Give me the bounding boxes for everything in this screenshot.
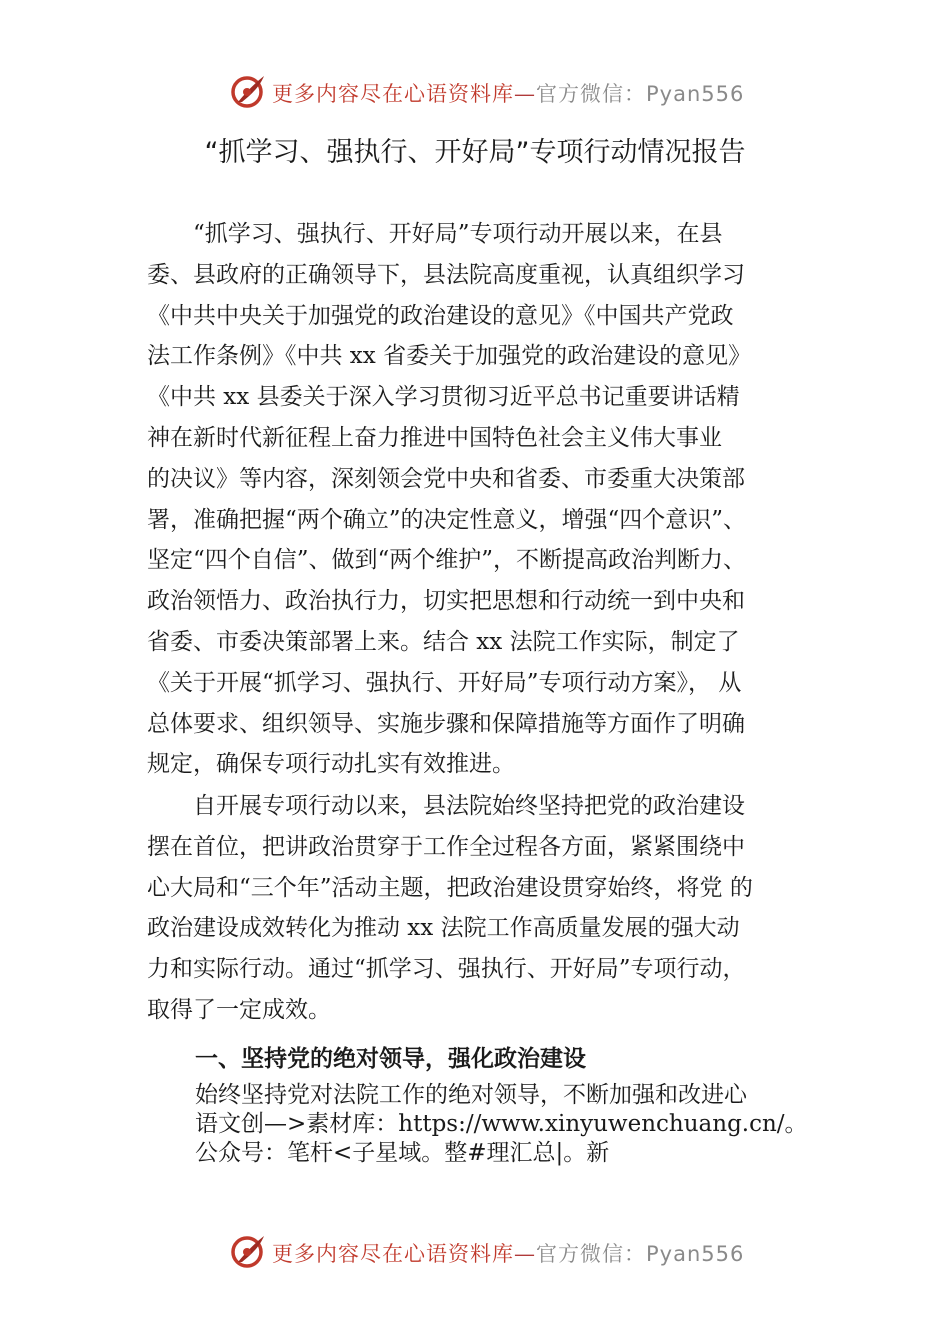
watermark-wechat: 官方微信：Pyan556 (536, 82, 745, 106)
watermark-wechat: 官方微信：Pyan556 (536, 1242, 745, 1266)
paragraph-progress (147, 786, 837, 1031)
paragraph-line: 规定，确保专项行动扎实有效推进。 (147, 751, 515, 778)
section-body (195, 1081, 825, 1168)
paragraph-line: 《关于开展“抓学习、强执行、开好局”专项行动方案》， 从 (147, 669, 742, 696)
paragraph-line: 委、县政府的正确领导下，县法院高度重视，认真组织学习 (147, 261, 745, 288)
paragraph-line: 《中共中央关于加强党的政治建设的意见》《中国共产党政 (147, 302, 734, 329)
paragraph-line: 摆在首位，把讲政治贯穿于工作全过程各方面，紧紧围绕中 (147, 833, 745, 860)
section-line: 语文创—>素材库：https://www.xinyuwenchuang.cn/。 (195, 1111, 808, 1137)
paragraph-line: 取得了一定成效。 (147, 996, 331, 1023)
watermark-dash: — (514, 1242, 536, 1266)
paragraph-line: “抓学习、强执行、开好局”专项行动开展以来，在县 (193, 221, 723, 247)
document-title: “抓学习、强执行、开好局”专项行动情况报告 (204, 137, 746, 168)
watermark-brand: 更多内容尽在心语资料库 (272, 82, 514, 106)
paragraph-line: 政治建设成效转化为推动 xx 法院工作高质量发展的强大动 (147, 915, 740, 942)
paragraph-line: 政治领悟力、政治执行力，切实把思想和行动统一到中央和 (147, 588, 745, 615)
section-line: 始终坚持党对法院工作的绝对领导，不断加强和改进心 (195, 1082, 747, 1108)
watermark-dash: — (514, 82, 536, 106)
paragraph-line: 坚定“四个自信”、做到“两个维护”，不断提高政治判断力、 (147, 547, 747, 574)
watermark-top (0, 72, 950, 112)
paragraph-line: 力和实际行动。通过“抓学习、强执行、开好局”专项行动， (147, 956, 746, 983)
paragraph-intro (147, 214, 837, 785)
watermark-bottom (0, 1232, 950, 1272)
paragraph-line: 神在新时代新征程上奋力推进中国特色社会主义伟大事业 (147, 424, 722, 451)
section-heading: 一、坚持党的绝对领导，强化政治建设 (195, 1046, 586, 1072)
paragraph-line: 署，准确把握“两个确立”的决定性意义，增强“四个意识”、 (147, 506, 747, 533)
watermark-brand: 更多内容尽在心语资料库 (272, 1242, 514, 1266)
paragraph-line: 自开展专项行动以来，县法院始终坚持把党的政治建设 (193, 793, 745, 819)
paragraph-line: 省委、市委决策部署上来。结合 xx 法院工作实际，制定了 (147, 628, 740, 655)
quill-pen-logo-icon (230, 1232, 268, 1270)
quill-pen-logo-icon (230, 72, 268, 110)
paragraph-line: 法工作条例》《中共 xx 省委关于加强党的政治建设的意见》 (147, 343, 752, 370)
paragraph-line: 心大局和“三个年”活动主题，把政治建设贯穿始终，将党 的 (147, 874, 753, 901)
watermark-text (272, 78, 744, 108)
paragraph-line: 的决议》等内容，深刻领会党中央和省委、市委重大决策部 (147, 465, 745, 492)
watermark-text (272, 1238, 744, 1268)
paragraph-line: 《中共 xx 县委关于深入学习贯彻习近平总书记重要讲话精 (147, 384, 740, 411)
paragraph-line: 总体要求、组织领导、实施步骤和保障措施等方面作了明确 (147, 710, 745, 737)
section-line: 公众号：笔杆<子星域。整#理汇总|。新 (195, 1140, 610, 1166)
